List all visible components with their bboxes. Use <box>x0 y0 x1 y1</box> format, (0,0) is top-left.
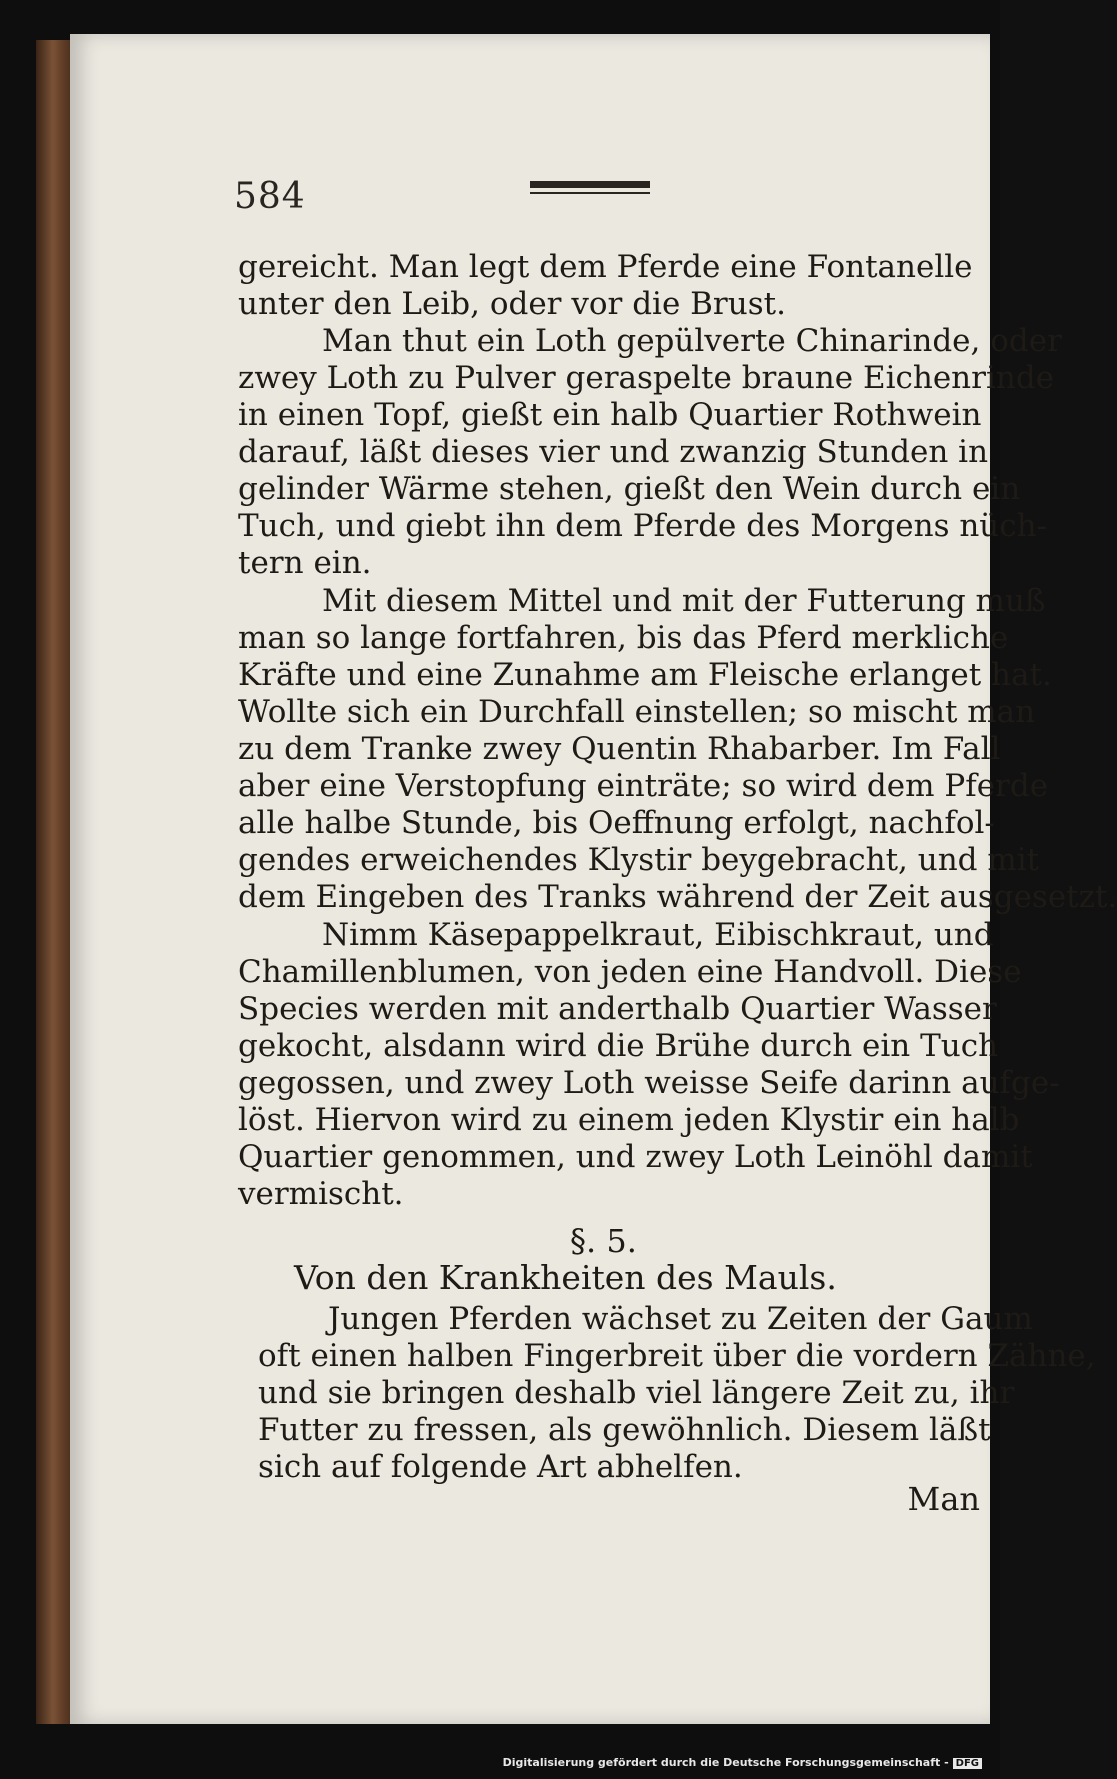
text-line: gekocht, alsdann wird die Brühe durch ein Tuch <box>238 1028 999 1064</box>
text-line: Species werden mit anderthalb Quartier Wasser <box>238 991 997 1027</box>
header-rule <box>530 181 650 194</box>
text-line: gereicht. Man legt dem Pferde eine Fontanelle <box>238 249 973 285</box>
text-line: man so lange fortfahren, bis das Pferd merkliche <box>238 620 1009 656</box>
section-title: Von den Krankheiten des Mauls. <box>294 1258 837 1297</box>
text-line: Jungen Pferden wächset zu Zeiten der Gaum <box>328 1301 1033 1337</box>
text-line: sich auf folgende Art abhelfen. <box>258 1449 743 1485</box>
text-line: löst. Hiervon wird zu einem jeden Klystir ein halb <box>238 1102 1020 1138</box>
text-line: und sie bringen deshalb viel längere Zeit zu, ihr <box>258 1375 1015 1411</box>
text-line: gelinder Wärme stehen, gießt den Wein durch ein <box>238 471 1021 507</box>
text-line: dem Eingeben des Tranks während der Zeit ausgesetzt. <box>238 879 1117 915</box>
digitization-credit <box>503 1756 982 1769</box>
text-line: Futter zu fressen, als gewöhnlich. Diesem läßt <box>258 1412 991 1448</box>
text-line: Chamillenblumen, von jeden eine Handvoll. Diese <box>238 954 1022 990</box>
text-line: zwey Loth zu Pulver geraspelte braune Eichenrinde <box>238 360 1055 396</box>
text-line: gendes erweichendes Klystir beygebracht, und mit <box>238 842 1040 878</box>
dfg-logo: DFG <box>953 1758 982 1769</box>
text-line: unter den Leib, oder vor die Brust. <box>238 286 786 322</box>
text-line: vermischt. <box>238 1176 404 1212</box>
text-line: Mit diesem Mittel und mit der Futterung muß <box>322 583 1046 619</box>
text-line: Quartier genommen, und zwey Loth Leinöhl damit <box>238 1139 1033 1175</box>
text-line: Wollte sich ein Durchfall einstellen; so mischt man <box>238 694 1036 730</box>
text-line: aber eine Verstopfung einträte; so wird dem Pferde <box>238 768 1049 804</box>
text-line: in einen Topf, gießt ein halb Quartier Rothwein <box>238 397 982 433</box>
text-line: zu dem Tranke zwey Quentin Rhabarber. Im Fall <box>238 731 1001 767</box>
header-rule-thick <box>530 181 650 188</box>
text-line: oft einen halben Fingerbreit über die vordern Zähne, <box>258 1338 1096 1374</box>
text-line: tern ein. <box>238 545 372 581</box>
text-line: darauf, läßt dieses vier und zwanzig Stunden in <box>238 434 989 470</box>
header-rule-thin <box>530 192 650 194</box>
text-line: Tuch, und giebt ihn dem Pferde des Morgens nüch- <box>238 508 1048 544</box>
section-mark: §. 5. <box>570 1222 637 1260</box>
text-line: alle halbe Stunde, bis Oeffnung erfolgt, nachfol- <box>238 805 995 841</box>
text-line: Man thut ein Loth gepülverte Chinarinde, oder <box>322 323 1062 359</box>
page-number: 584 <box>234 176 306 217</box>
text-line: gegossen, und zwey Loth weisse Seife darinn aufge- <box>238 1065 1060 1101</box>
text-line: Nimm Käsepappelkraut, Eibischkraut, und <box>322 917 994 953</box>
catchword: Man <box>907 1480 980 1518</box>
credit-text: Digitalisierung gefördert durch die Deutsche Forschungsgemeinschaft - <box>502 1756 949 1769</box>
text-line: Kräfte und eine Zunahme am Fleische erlanget hat. <box>238 657 1052 693</box>
